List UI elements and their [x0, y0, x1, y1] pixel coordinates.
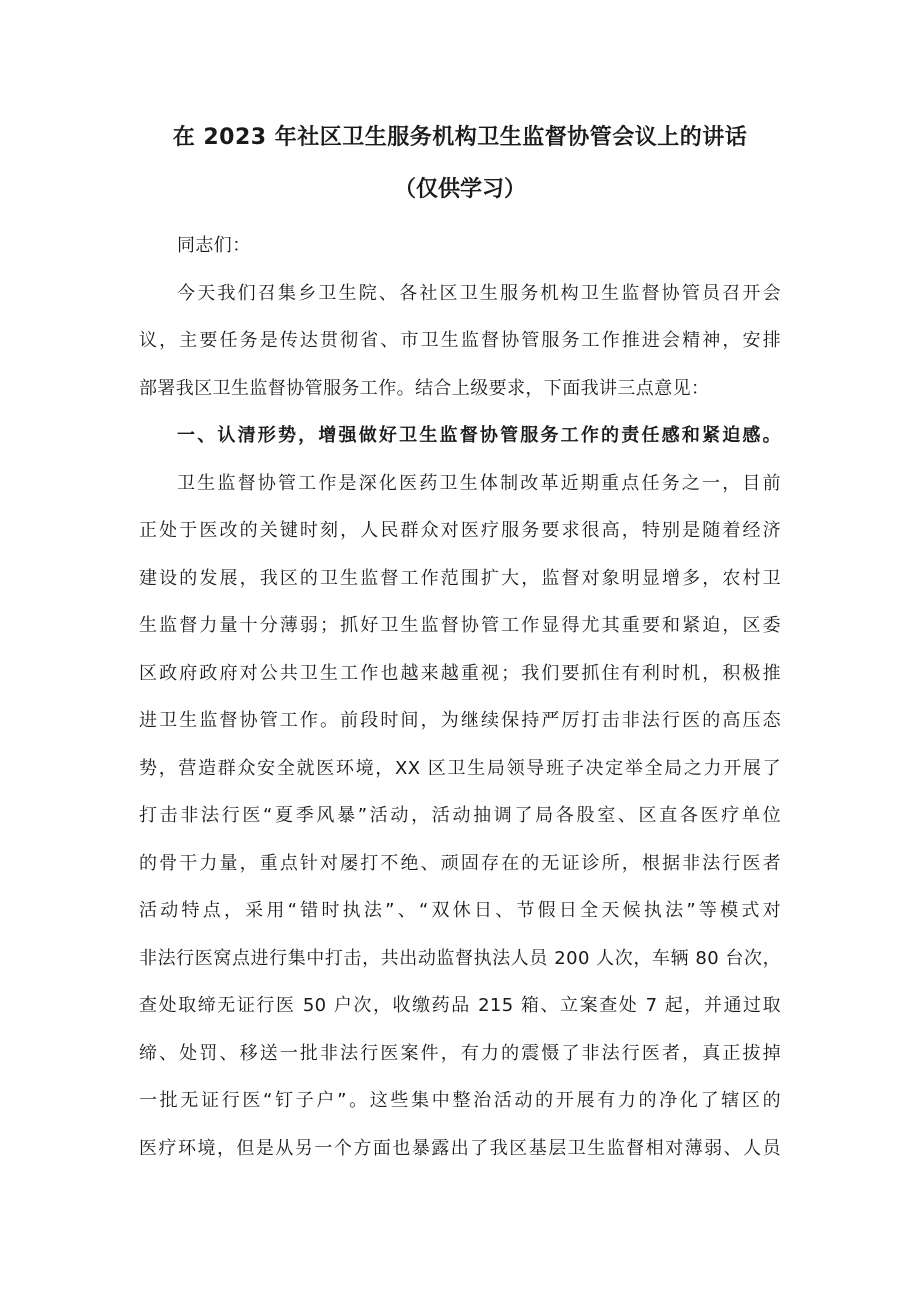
paragraph-line: 建设的发展，我区的卫生监督工作范围扩大，监督对象明显增多，农村卫	[139, 567, 781, 589]
paragraph-line: 进卫生监督协管工作。前段时间，为继续保持严厉打击非法行医的高压态	[139, 710, 781, 731]
paragraph-line: 势，营造群众安全就医环境，XX 区卫生局领导班子决定举全局之力开展了	[139, 757, 781, 779]
paragraph-line: 一批无证行医“钉子户”。这些集中整治活动的开展有力的净化了辖区的	[139, 1090, 781, 1111]
paragraph-line: 查处取缔无证行医 50 户次，收缴药品 215 箱、立案查处 7 起，并通过取	[139, 995, 781, 1016]
document-subtitle: （仅供学习）	[393, 177, 526, 202]
paragraph-line: 非法行医窝点进行集中打击，共出动监督执法人员 200 人次，车辆 80 台次，	[139, 947, 781, 969]
document-title: 在 2023 年社区卫生服务机构卫生监督协管会议上的讲话	[172, 125, 748, 150]
paragraph-line: 部署我区卫生监督协管服务工作。结合上级要求，下面我讲三点意见：	[139, 377, 710, 399]
paragraph-line: 打击非法行医“夏季风暴”活动，活动抽调了局各股室、区直各医疗单位	[139, 805, 781, 826]
section-heading: 一、认清形势，增强做好卫生监督协管服务工作的责任感和紧迫感。	[177, 425, 781, 446]
paragraph-line: 区政府政府对公共卫生工作也越来越重视；我们要抓住有利时机，积极推	[139, 662, 781, 684]
salutation: 同志们：	[177, 235, 251, 256]
paragraph-line: 正处于医改的关键时刻，人民群众对医疗服务要求很高，特别是随着经济	[139, 520, 781, 541]
paragraph-line: 活动特点，采用“错时执法”、“双休日、节假日全天候执法”等模式对	[139, 900, 781, 921]
paragraph-line: 今天我们召集乡卫生院、各社区卫生服务机构卫生监督协管员召开会	[177, 282, 781, 304]
paragraph-line: 卫生监督协管工作是深化医药卫生体制改革近期重点任务之一，目前	[177, 472, 781, 494]
paragraph-line: 缔、处罚、移送一批非法行医案件，有力的震慑了非法行医者，真正拔掉	[139, 1042, 781, 1064]
document-body	[139, 222, 781, 1172]
paragraph-line: 议，主要任务是传达贯彻省、市卫生监督协管服务工作推进会精神，安排	[139, 330, 781, 351]
paragraph-line: 的骨干力量，重点针对屡打不绝、顽固存在的无证诊所，根据非法行医者	[139, 852, 781, 874]
paragraph-line: 医疗环境，但是从另一个方面也暴露出了我区基层卫生监督相对薄弱、人员	[139, 1137, 781, 1159]
paragraph-line: 生监督力量十分薄弱；抓好卫生监督协管工作显得尤其重要和紧迫，区委	[139, 615, 781, 636]
